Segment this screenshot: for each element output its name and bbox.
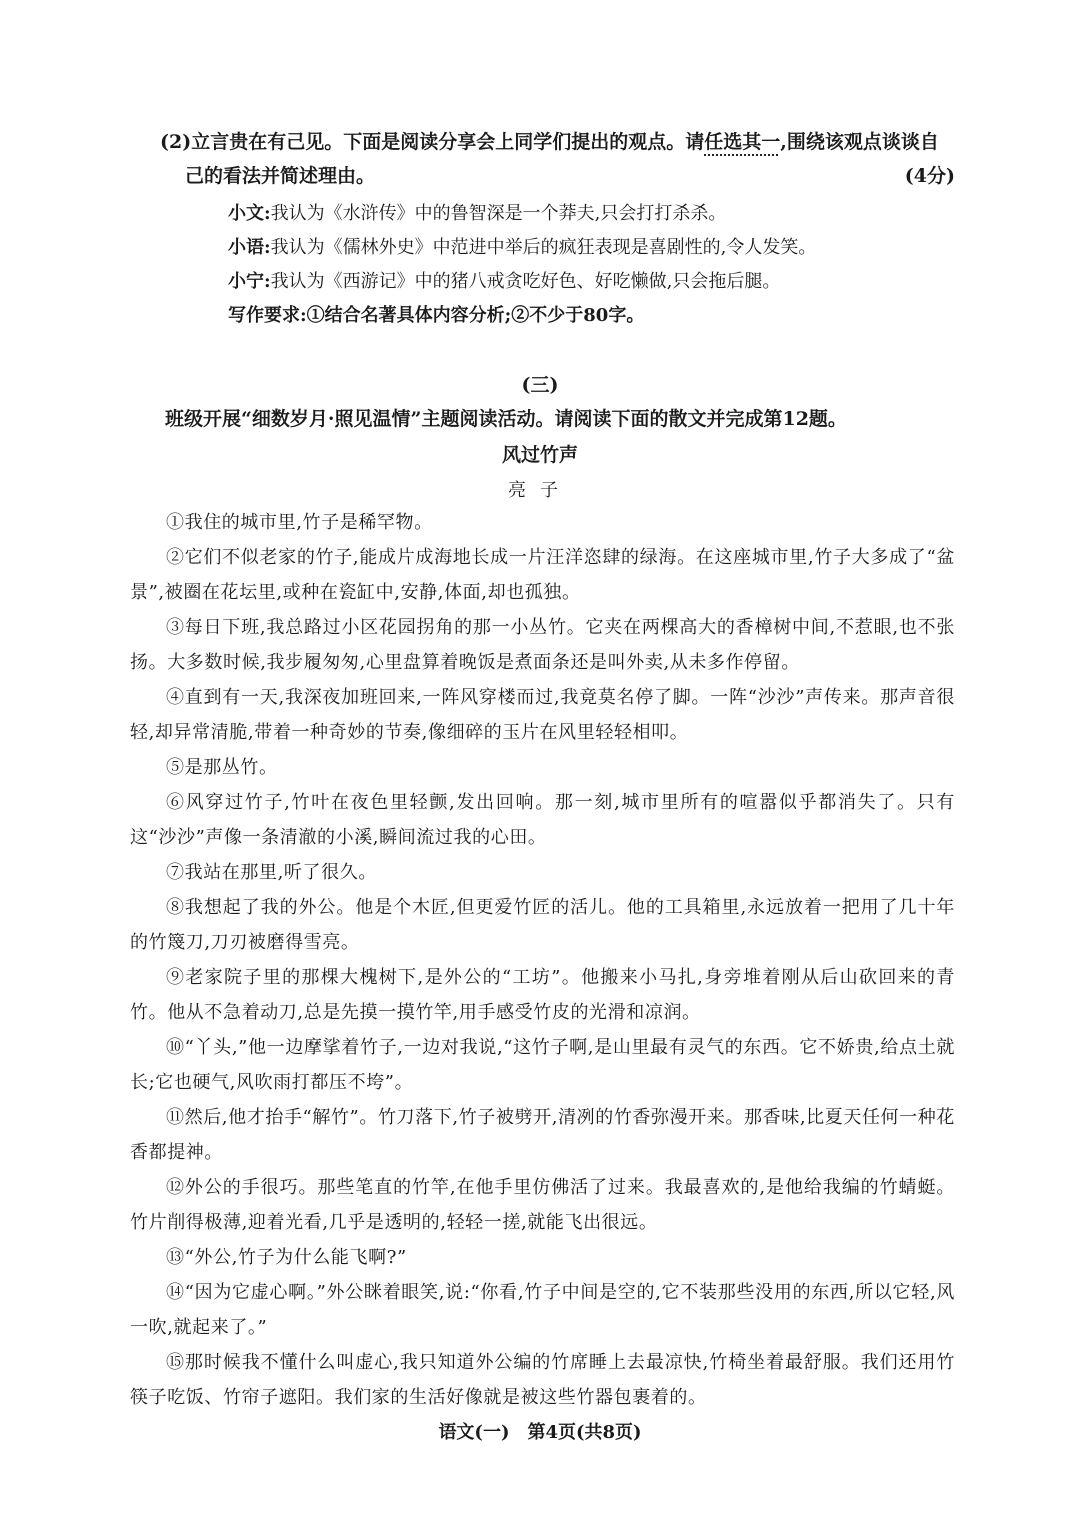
paragraph: ⑭“因为它虚心啊。”外公眯着眼笑,说:“你看,竹子中间是空的,它不装那些没用的东西,所以它轻,风一吹,就起来了。” (130, 1282, 955, 1338)
score-label: (4分) (904, 165, 955, 187)
paragraph: ⑪然后,他才抬手“解竹”。竹刀落下,竹子被劈开,清冽的竹香弥漫开来。那香味,比夏天任何一种花香都提神。 (130, 1107, 955, 1163)
prompt-text-line2: 己的看法并简述理由。 (185, 165, 376, 187)
question-2-prompt (160, 127, 960, 157)
opinion-text: 我认为《西游记》中的猪八戒贪吃好色、好吃懒做,只会拖后腿。 (270, 271, 781, 292)
speaker-name: 小语: (228, 237, 271, 258)
section-intro: 班级开展“细数岁月·照见温情”主题阅读活动。请阅读下面的散文并完成第12题。 (165, 408, 847, 430)
paragraph: ①我住的城市里,竹子是稀罕物。 (166, 512, 433, 533)
page-footer: 语文(一) 第4页(共8页) (438, 1422, 642, 1443)
prompt-text: (2)立言贵在有己见。下面是阅读分享会上同学们提出的观点。请 (160, 131, 705, 153)
paragraph: ③每日下班,我总路过小区花园拐角的那一小丛竹。它夹在两棵高大的香樟树中间,不惹眼,也不张扬。大多数时候,我步履匆匆,心里盘算着晚饭是煮面条还是叫外卖,从未多作停留。 (130, 617, 955, 673)
paragraph: ⑫外公的手很巧。那些笔直的竹竿,在他手里仿佛活了过来。我最喜欢的,是他给我编的竹蜻蜓。竹片削得极薄,迎着光看,几乎是透明的,轻轻一搓,就能飞出很远。 (130, 1177, 955, 1233)
opinion-xiaowen (160, 197, 960, 231)
paragraph: ⑮那时候我不懂什么叫虚心,我只知道外公编的竹席睡上去最凉快,竹椅坐着最舒服。我们还用竹筷子吃饭、竹帘子遮阳。我们家的生活好像就是被这些竹器包裹着的。 (130, 1352, 955, 1408)
paragraph: ⑦我站在那里,听了很久。 (166, 862, 377, 883)
paragraph: ⑧我想起了我的外公。他是个木匠,但更爱竹匠的活儿。他的工具箱里,永远放着一把用了几十年的竹篾刀,刀刃被磨得雪亮。 (130, 897, 955, 953)
writing-requirement: 写作要求:①结合名著具体内容分析;②不少于80字。 (228, 305, 645, 326)
paragraph: ⑩“丫头,”他一边摩挲着竹子,一边对我说,“这竹子啊,是山里最有灵气的东西。它不娇贵,给点土就长;它也硬气,风吹雨打都压不垮”。 (130, 1037, 955, 1093)
article-body (130, 505, 955, 1415)
opinion-text: 我认为《水浒传》中的鲁智深是一个莽夫,只会打打杀杀。 (270, 203, 727, 224)
opinion-xiaoyu (160, 231, 960, 265)
paragraph: ⑨老家院子里的那棵大槐树下,是外公的“工坊”。他搬来小马扎,身旁堆着刚从后山砍回来的青竹。他从不急着动刀,总是先摸一摸竹竿,用手感受竹皮的光滑和凉润。 (130, 967, 955, 1023)
speaker-name: 小宁: (228, 271, 271, 292)
prompt-text-end: ,围绕该观点谈谈自 (780, 131, 939, 153)
article-title: 风过竹声 (501, 444, 578, 466)
emphasized-text: 任选其一 (704, 131, 781, 153)
opinion-text: 我认为《儒林外史》中范进中举后的疯狂表现是喜剧性的,令人发笑。 (270, 237, 817, 258)
paragraph: ⑥风穿过竹子,竹叶在夜色里轻颤,发出回响。那一刻,城市里所有的喧嚣似乎都消失了。只有这“沙沙”声像一条清澈的小溪,瞬间流过我的心田。 (130, 792, 955, 848)
section-number: (三) (521, 374, 559, 396)
question-2-prompt-cont (160, 161, 960, 191)
paragraph: ⑤是那丛竹。 (166, 757, 278, 778)
article-author: 亮子 (508, 480, 572, 501)
speaker-name: 小文: (228, 203, 271, 224)
paragraph: ⑬“外公,竹子为什么能飞啊?” (166, 1247, 407, 1268)
paragraph: ②它们不似老家的竹子,能成片成海地长成一片汪洋恣肆的绿海。在这座城市里,竹子大多成了“盆景”,被圈在花坛里,或种在瓷缸中,安静,体面,却也孤独。 (130, 547, 955, 603)
paragraph: ④直到有一天,我深夜加班回来,一阵风穿楼而过,我竟莫名停了脚。一阵“沙沙”声传来。那声音很轻,却异常清脆,带着一种奇妙的节奏,像细碎的玉片在风里轻轻相叩。 (130, 687, 955, 743)
opinion-xiaoning (160, 265, 960, 299)
question-2-block (160, 127, 960, 333)
